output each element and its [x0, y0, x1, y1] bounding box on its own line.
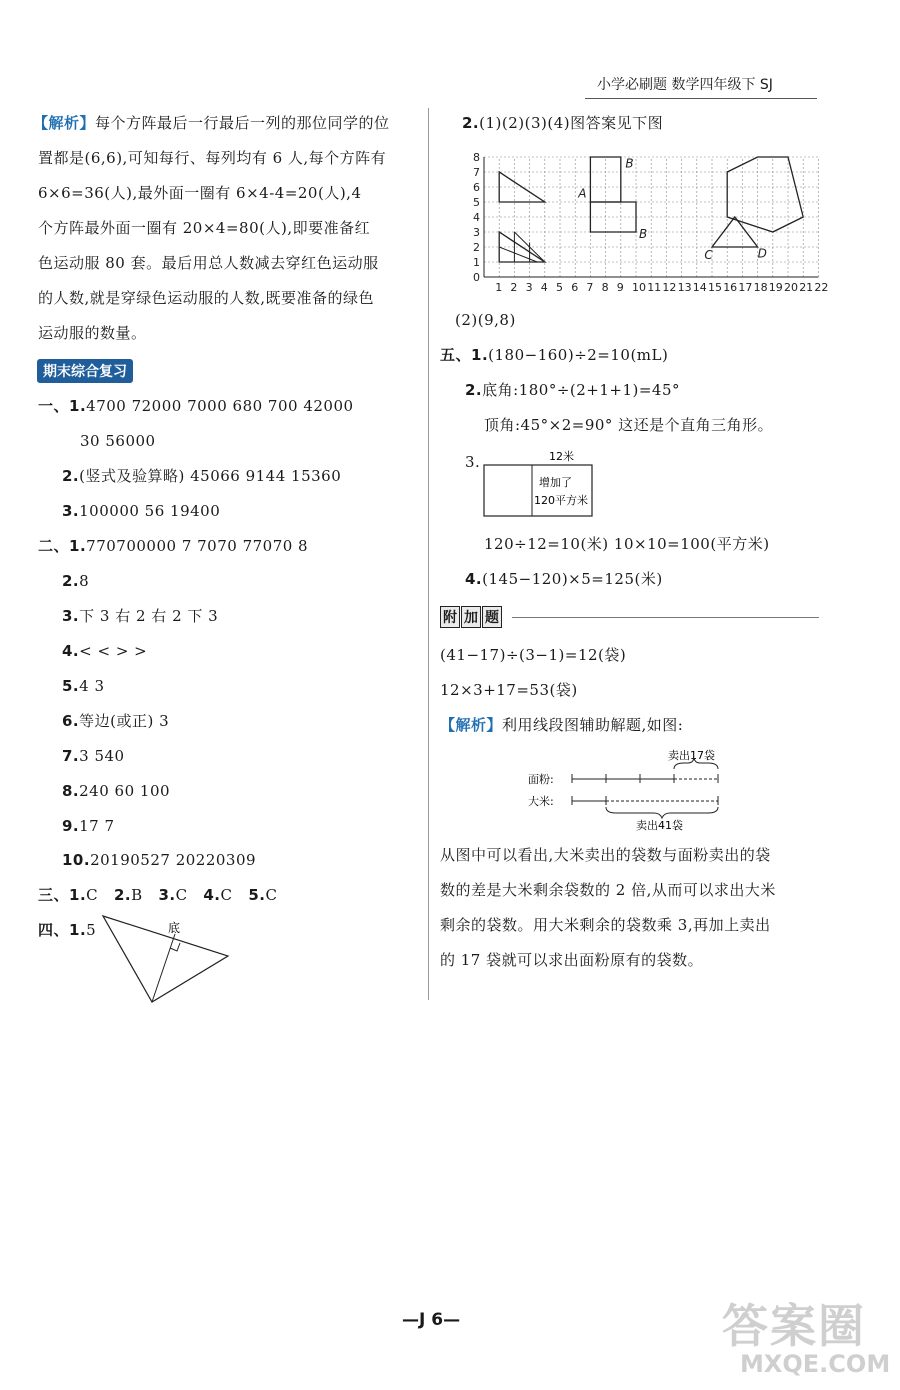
conclusion-line: 数的差是大米剩余袋数的 2 倍,从而可以求出大米 [440, 881, 776, 899]
answer-item: 2.8 [62, 572, 90, 590]
y-tick-label: 7 [473, 166, 480, 179]
x-tick-label: 14 [692, 281, 707, 294]
svg-text:12米: 12米 [549, 450, 574, 463]
x-tick-label: 18 [753, 281, 768, 294]
answer-item: 10.20190527 20220309 [62, 851, 257, 869]
y-tick-label: 3 [473, 226, 480, 239]
answer-item: 6.等边(或正) 3 [62, 712, 170, 730]
svg-text:卖出17袋: 卖出17袋 [668, 749, 715, 762]
x-tick-label: 21 [799, 281, 814, 294]
analysis-line: 运动服的数量。 [38, 324, 147, 342]
q2-part2: (2)(9,8) [455, 311, 516, 329]
answer-item: 3.100000 56 19400 [62, 502, 221, 520]
point-label-b: B [625, 156, 634, 171]
analysis-line: 色运动服 80 套。最后用总人数减去穿红色运动服 [38, 254, 379, 272]
x-tick-label: 19 [768, 281, 783, 294]
rectangle-figure [482, 446, 597, 520]
answer-item: 2.(竖式及验算略) 45066 9144 15360 [62, 467, 342, 485]
x-tick-label: 8 [601, 281, 609, 294]
y-tick-label: 2 [473, 241, 480, 254]
answer-item: 5.4 3 [62, 677, 105, 695]
analysis-line: 6×6=36(人),最外面一圈有 6×4-4=20(人),4 [38, 184, 362, 202]
x-tick-label: 12 [662, 281, 677, 294]
svg-text:增加了: 增加了 [539, 476, 572, 489]
point-label-c: C [704, 248, 713, 262]
svg-text:卖出41袋: 卖出41袋 [636, 819, 683, 832]
x-tick-label: 17 [738, 281, 753, 294]
x-tick-label: 7 [586, 281, 594, 294]
svg-text:大米:: 大米: [528, 795, 554, 808]
x-tick-label: 5 [556, 281, 563, 294]
x-tick-label: 9 [616, 281, 624, 294]
column-divider [428, 108, 429, 1000]
x-tick-label: 3 [525, 281, 533, 294]
x-tick-label: 10 [632, 281, 646, 294]
point-label-d: D [757, 246, 767, 261]
x-tick-label: 4 [540, 281, 548, 294]
sec5-item: 2.底角:180°÷(2+1+1)=45° [465, 381, 681, 399]
y-tick-label: 1 [473, 256, 480, 269]
answer-item-section4: 四、1.5 [38, 921, 97, 939]
x-tick-label: 6 [571, 281, 579, 294]
coordinate-grid-figure [462, 145, 829, 295]
section-badge: 期末综合复习 [37, 359, 133, 383]
svg-text:120平方米: 120平方米 [534, 494, 588, 507]
answer-item: 二、1.770700000 7 7070 77070 8 [38, 537, 309, 555]
triangle-shape [712, 217, 758, 247]
y-tick-label: 6 [473, 181, 480, 194]
bonus-line: (41−17)÷(3−1)=12(袋) [440, 646, 627, 664]
x-tick-label: 16 [723, 281, 738, 294]
bonus-line: 12×3+17=53(袋) [440, 681, 578, 699]
answer-item: 4.< < > > [62, 642, 148, 660]
bonus-rule [512, 617, 819, 618]
q4-line: 4.(145−120)×5=125(米) [465, 570, 663, 588]
answer-item: 一、1.4700 72000 7000 680 700 42000 [38, 397, 354, 415]
analysis-line: 的人数,就是穿绿色运动服的人数,既要准备的绿色 [38, 289, 375, 307]
x-tick-label: 22 [814, 281, 829, 294]
x-tick-label: 1 [495, 281, 503, 294]
x-tick-label: 13 [677, 281, 692, 294]
x-tick-label: 15 [708, 281, 722, 294]
analysis-line: 置都是(6,6),可知每行、每列均有 6 人,每个方阵有 [38, 149, 387, 167]
y-tick-label: 8 [473, 151, 480, 164]
conclusion-line: 剩余的袋数。用大米剩余的袋数乘 3,再加上卖出 [440, 916, 771, 934]
answer-item: 8.240 60 100 [62, 782, 171, 800]
sec5-item: 顶角:45°×2=90° 这还是个直角三角形。 [484, 416, 774, 434]
conclusion-line: 的 17 袋就可以求出面粉原有的袋数。 [440, 951, 704, 969]
bonus-analysis: 【解析】利用线段图辅助解题,如图: [440, 716, 684, 734]
answer-item-section3: 三、1.C 2.B 3.C 4.C 5.C [38, 886, 278, 904]
watermark-logo: 答案圈 [722, 1299, 866, 1353]
x-tick-label: 2 [510, 281, 518, 294]
bonus-section-title: 附 加 题 [440, 606, 503, 628]
watermark-url: MXQE.COM [740, 1350, 891, 1378]
page-number: —J 6— [402, 1310, 461, 1330]
answer-item: 7.3 540 [62, 747, 125, 765]
answer-item: 30 56000 [80, 432, 156, 450]
y-tick-label: 4 [473, 211, 480, 224]
x-tick-label: 20 [784, 281, 798, 294]
answer-item: 3.下 3 右 2 右 2 下 3 [62, 607, 219, 625]
pentagon-shape [727, 157, 803, 232]
y-tick-label: 0 [473, 271, 480, 284]
q3-answer: 120÷12=10(米) 10×10=100(平方米) [484, 535, 770, 553]
point-label-a: A [578, 186, 587, 201]
header-rule [585, 98, 817, 99]
sec5-item: 五、1.(180−160)÷2=10(mL) [440, 346, 669, 364]
analysis-tag: 【解析】 [33, 114, 96, 132]
analysis-line: 个方阵最外面一圈有 20×4=80(人),即要准备红 [38, 219, 371, 237]
triangle-figure [95, 910, 235, 1005]
point-label-b: B [639, 227, 648, 241]
x-tick-label: 11 [647, 281, 662, 294]
q3-num: 3. [465, 453, 481, 471]
answer-item: 9.17 7 [62, 817, 115, 835]
page-header-title: 小学必刷题 数学四年级下 SJ [597, 77, 773, 93]
y-tick-label: 5 [473, 196, 480, 209]
q2-line: 2.(1)(2)(3)(4)图答案见下图 [462, 114, 664, 132]
conclusion-line: 从图中可以看出,大米卖出的袋数与面粉卖出的袋 [440, 846, 771, 864]
segment-diagram [528, 745, 728, 831]
svg-text:面粉:: 面粉: [528, 773, 554, 786]
analysis-line: 【解析】每个方阵最后一行最后一列的那位同学的位 [33, 114, 390, 132]
triangle-label-base: 底 [168, 921, 181, 935]
